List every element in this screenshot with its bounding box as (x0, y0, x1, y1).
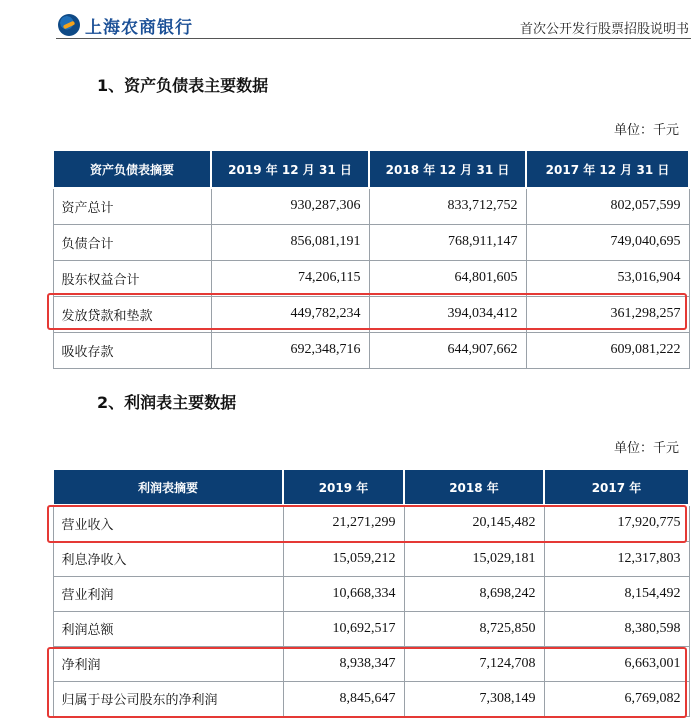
row-label: 发放贷款和垫款 (53, 296, 211, 332)
row-label: 净利润 (53, 646, 283, 681)
row-label: 利息净收入 (53, 541, 283, 576)
table-row (53, 332, 689, 368)
column-header: 2019 年 12 月 31 日 (211, 150, 369, 188)
cell-value: 6,769,082 (544, 681, 689, 716)
row-label: 吸收存款 (53, 332, 211, 368)
cell-value: 10,692,517 (283, 611, 404, 646)
cell-value: 20,145,482 (404, 505, 544, 541)
cell-value: 6,663,001 (544, 646, 689, 681)
cell-value: 8,938,347 (283, 646, 404, 681)
cell-value: 930,287,306 (211, 188, 369, 224)
bank-logo (58, 14, 193, 36)
cell-value: 53,016,904 (526, 260, 689, 296)
cell-value: 64,801,605 (369, 260, 526, 296)
cell-value: 12,317,803 (544, 541, 689, 576)
cell-value: 361,298,257 (526, 296, 689, 332)
cell-value: 644,907,662 (369, 332, 526, 368)
table-row (53, 505, 689, 541)
table-row (53, 576, 689, 611)
column-header: 2018 年 (404, 469, 544, 505)
section1-title: 1、资产负债表主要数据 (97, 76, 269, 95)
cell-value: 15,029,181 (404, 541, 544, 576)
row-label: 营业收入 (53, 505, 283, 541)
cell-value: 749,040,695 (526, 224, 689, 260)
page-header (0, 0, 699, 40)
cell-value: 17,920,775 (544, 505, 689, 541)
row-label: 营业利润 (53, 576, 283, 611)
cell-value: 10,668,334 (283, 576, 404, 611)
column-header: 2018 年 12 月 31 日 (369, 150, 526, 188)
section2-title: 2、利润表主要数据 (97, 393, 237, 412)
cell-value: 7,308,149 (404, 681, 544, 716)
column-header: 资产负债表摘要 (53, 150, 211, 188)
column-header: 2017 年 12 月 31 日 (526, 150, 689, 188)
cell-value: 802,057,599 (526, 188, 689, 224)
row-label: 负债合计 (53, 224, 211, 260)
table-row (53, 541, 689, 576)
bank-name: 上海农商银行 (85, 17, 193, 38)
cell-value: 21,271,299 (283, 505, 404, 541)
table-header-row (53, 469, 689, 505)
table-row (53, 611, 689, 646)
cell-value: 7,124,708 (404, 646, 544, 681)
cell-value: 8,725,850 (404, 611, 544, 646)
cell-value: 833,712,752 (369, 188, 526, 224)
table-row (53, 188, 689, 224)
section1-unit: 单位：千元 (613, 123, 679, 138)
bank-logo-icon (58, 14, 80, 36)
row-label: 利润总额 (53, 611, 283, 646)
row-label: 股东权益合计 (53, 260, 211, 296)
table-row (53, 646, 689, 681)
table-row (53, 260, 689, 296)
balance-sheet-table (52, 149, 690, 369)
cell-value: 8,845,647 (283, 681, 404, 716)
column-header: 2017 年 (544, 469, 689, 505)
cell-value: 856,081,191 (211, 224, 369, 260)
cell-value: 74,206,115 (211, 260, 369, 296)
table-row (53, 296, 689, 332)
section2-unit: 单位：千元 (613, 441, 679, 456)
table-row (53, 224, 689, 260)
cell-value: 394,034,412 (369, 296, 526, 332)
row-label: 资产总计 (53, 188, 211, 224)
cell-value: 15,059,212 (283, 541, 404, 576)
table-row (53, 681, 689, 716)
document-title: 首次公开发行股票招股说明书 (519, 22, 689, 37)
cell-value: 609,081,222 (526, 332, 689, 368)
cell-value: 8,698,242 (404, 576, 544, 611)
cell-value: 449,782,234 (211, 296, 369, 332)
column-header: 利润表摘要 (53, 469, 283, 505)
cell-value: 8,380,598 (544, 611, 689, 646)
cell-value: 8,154,492 (544, 576, 689, 611)
cell-value: 768,911,147 (369, 224, 526, 260)
header-divider (56, 38, 691, 39)
table-header-row (53, 150, 689, 188)
income-statement-table (52, 468, 690, 717)
row-label: 归属于母公司股东的净利润 (53, 681, 283, 716)
cell-value: 692,348,716 (211, 332, 369, 368)
column-header: 2019 年 (283, 469, 404, 505)
